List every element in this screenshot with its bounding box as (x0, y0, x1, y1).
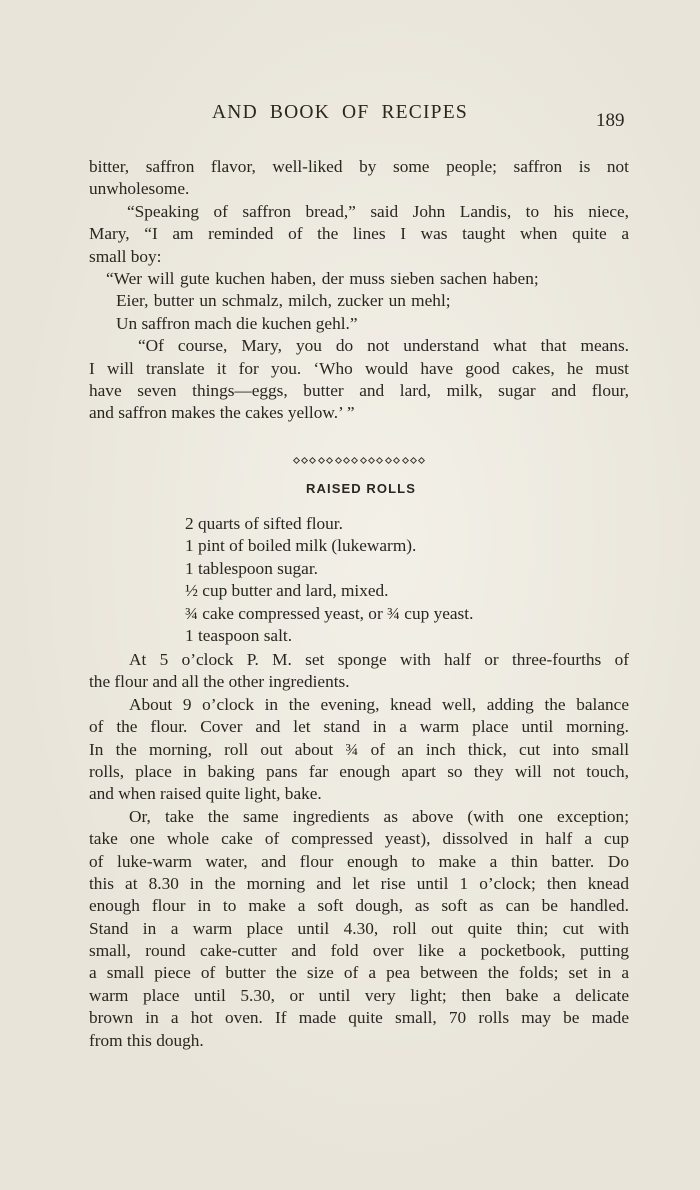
ingredient-item: 2 quarts of sifted flour. (185, 514, 343, 533)
text-line: of the flour. Cover and let stand in a warm place until morning. (89, 717, 629, 737)
running-head (0, 102, 700, 132)
running-title: AND BOOK OF RECIPES (212, 102, 468, 123)
text-line: a small piece of butter the size of a pea between the folds; set in a (89, 963, 629, 983)
text-line: take one whole cake of compressed yeast), dissolved in half a cup (89, 829, 629, 849)
verse-line: Un saffron mach die kuchen gehl.” (116, 313, 358, 333)
text-line: Or, take the same ingredients as above (with one exception; (129, 806, 629, 826)
ingredient-item: 1 teaspoon salt. (185, 625, 293, 645)
text-line: bitter, saffron flavor, well-liked by some people; saffron is not (89, 157, 629, 176)
text-line: “Speaking of saffron bread,” said John Landis, to his niece, (127, 201, 629, 221)
ingredient-item: 1 pint of boiled milk (lukewarm). (185, 536, 417, 556)
ingredient-item: ¾ cake compressed yeast, or ¾ cup yeast. (185, 603, 474, 623)
text-line: At 5 o’clock P. M. set sponge with half or three-fourths of (129, 650, 629, 669)
passage-instructions (89, 649, 629, 1052)
text-line: “Of course, Mary, you do not understand what that means. (138, 336, 629, 356)
text-line: unwholesome. (89, 179, 190, 199)
text-line: brown in a hot oven. If made quite small, 70 rolls may be made (89, 1008, 629, 1028)
text-line: this at 8.30 in the morning and let rise until 1 o’clock; then knead (89, 873, 629, 893)
text-line: Mary, “I am reminded of the lines I was taught when quite a (89, 224, 629, 244)
ingredient-item: ½ cup butter and lard, mixed. (185, 581, 389, 601)
text-line: warm place until 5.30, or until very light; then bake a delicate (89, 985, 629, 1005)
ornament-divider (292, 450, 428, 462)
text-line: rolls, place in baking pans far enough apart so they will not touch, (89, 761, 629, 781)
ingredient-list (185, 513, 473, 647)
text-line: and when raised quite light, bake. (89, 784, 322, 804)
text-line: the flour and all the other ingredients. (89, 672, 350, 692)
text-line: of luke-warm water, and flour enough to make a thin batter. Do (89, 851, 629, 871)
text-line: About 9 o’clock in the evening, knead well, adding the balance (129, 694, 629, 714)
text-line: from this dough. (89, 1030, 204, 1050)
text-line: small boy: (89, 246, 162, 266)
text-line: small, round cake-cutter and fold over like a pocketbook, putting (89, 941, 629, 961)
text-line: I will translate it for you. ‘Who would have good cakes, he must (89, 358, 629, 378)
text-line: and saffron makes the cakes yellow.’ ” (89, 403, 355, 423)
text-line: have seven things—eggs, butter and lard, milk, sugar and flour, (89, 380, 629, 400)
ingredient-item: 1 tablespoon sugar. (185, 558, 318, 578)
text-line: enough flour in to make a soft dough, as soft as can be handled. (89, 896, 629, 916)
text-line: In the morning, roll out about ¾ of an inch thick, cut into small (89, 739, 629, 759)
text-line: Stand in a warm place until 4.30, roll out quite thin; cut with (89, 918, 629, 938)
section-heading: RAISED ROLLS (306, 481, 416, 496)
verse-line: Eier, butter un schmalz, milch, zucker un mehl; (116, 291, 451, 311)
passage-saffron (89, 156, 629, 425)
verse-line: “Wer will gute kuchen haben, der muss sieben sachen haben; (106, 268, 539, 288)
page-number: 189 (596, 110, 625, 131)
